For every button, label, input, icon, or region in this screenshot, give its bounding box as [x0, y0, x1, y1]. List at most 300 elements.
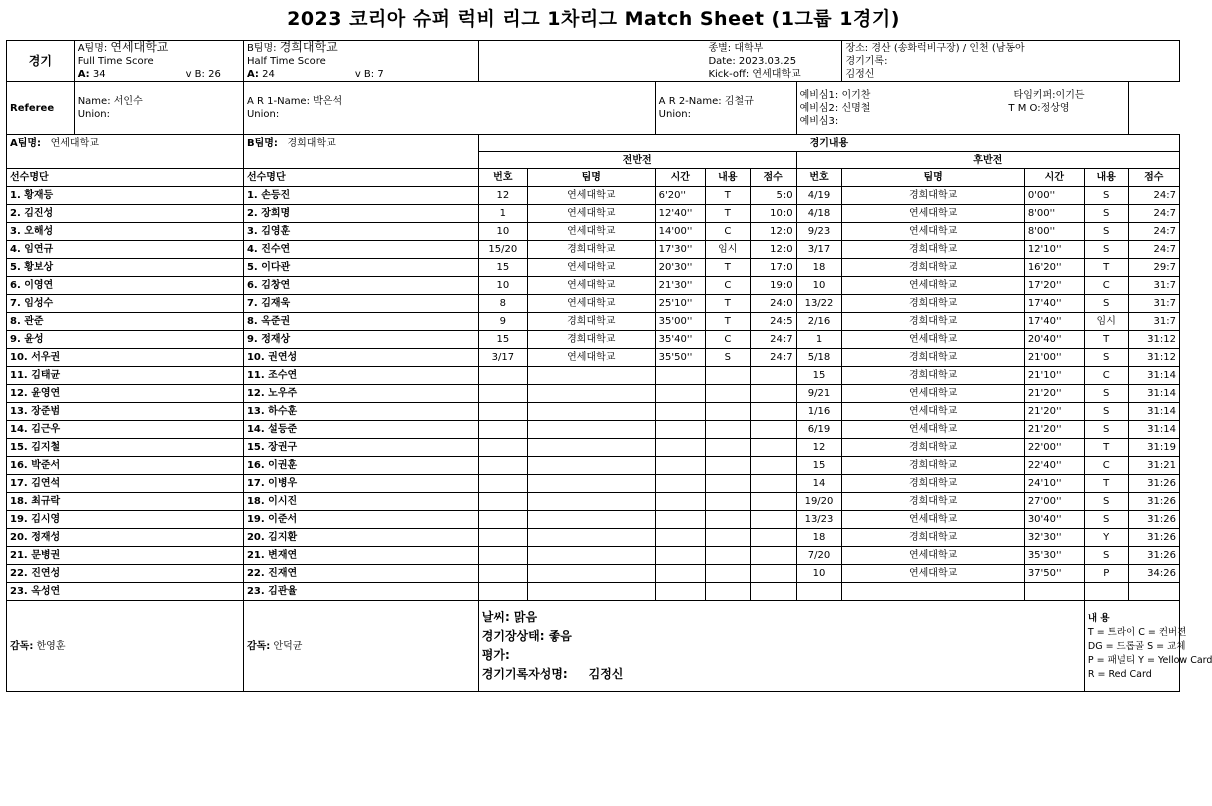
team-b-label: B팀명:: [246, 43, 277, 54]
first-half-team: [527, 493, 655, 511]
coach-b-cell: [243, 601, 478, 692]
second-half-score: 31:14: [1128, 421, 1179, 439]
second-half-score: 31:7: [1128, 295, 1179, 313]
first-half-score: [750, 457, 796, 475]
second-half-team: 경희대학교: [842, 475, 1024, 493]
player-b: 5. 이다관: [243, 259, 478, 277]
col-score-2: 점수: [1128, 169, 1179, 187]
second-half-time: 27'00'': [1024, 493, 1084, 511]
table-row: [7, 583, 1180, 601]
player-a: 5. 황보상: [7, 259, 244, 277]
first-half-content: [705, 385, 750, 403]
half-a-label: A:: [246, 69, 259, 80]
player-b: 10. 권연성: [243, 349, 478, 367]
second-half-content: C: [1084, 367, 1128, 385]
second-half-team: 연세대학교: [842, 331, 1024, 349]
first-half-score: [750, 547, 796, 565]
second-half-score: 31:26: [1128, 529, 1179, 547]
first-half-time: [655, 457, 705, 475]
player-a: 3. 오해성: [7, 223, 244, 241]
first-half-score: [750, 421, 796, 439]
first-half-team: [527, 565, 655, 583]
first-half-content: T: [705, 313, 750, 331]
player-b: 23. 김관율: [243, 583, 478, 601]
second-half-score: 31:14: [1128, 385, 1179, 403]
player-a: 12. 윤영연: [7, 385, 244, 403]
first-half-time: [655, 547, 705, 565]
team-b-name: 경희대학교: [279, 40, 338, 54]
signer-label: 경기기록자성명:: [481, 667, 568, 681]
half-b-label: v B:: [354, 69, 375, 80]
first-half-team: [527, 529, 655, 547]
second-half-team: 연세대학교: [842, 421, 1024, 439]
second-half-no: 10: [796, 565, 842, 583]
second-half-content: Y: [1084, 529, 1128, 547]
game-content-header: 경기내용: [478, 135, 1179, 152]
player-a: 1. 황재등: [7, 187, 244, 205]
second-half-time: 8'00'': [1024, 223, 1084, 241]
second-half-score: 34:26: [1128, 565, 1179, 583]
second-half-content: S: [1084, 295, 1128, 313]
second-half-content: S: [1084, 493, 1128, 511]
full-b-label: v B:: [185, 69, 205, 80]
first-half-time: [655, 583, 705, 601]
timekeeper: 타임키퍼:이기든: [1013, 89, 1085, 101]
table-row: [7, 475, 1180, 493]
first-half-time: [655, 511, 705, 529]
second-half-no: 2/16: [796, 313, 842, 331]
second-half-time: 17'40'': [1024, 313, 1084, 331]
legend-line-4: R = Red Card: [1087, 669, 1152, 680]
first-half-score: 24:7: [750, 349, 796, 367]
second-half-team: 경희대학교: [842, 295, 1024, 313]
full-time-label: Full Time Score: [74, 55, 243, 68]
first-half-content: S: [705, 349, 750, 367]
second-half-content: S: [1084, 421, 1128, 439]
player-a: 17. 김연석: [7, 475, 244, 493]
second-half-score: 24:7: [1128, 241, 1179, 259]
officials-cell: [796, 82, 1128, 135]
first-half-team: [527, 439, 655, 457]
table-row: [7, 313, 1180, 331]
roster-a-header: 선수명단: [7, 169, 244, 187]
first-half-no: [478, 457, 527, 475]
first-half-time: 17'30'': [655, 241, 705, 259]
player-b: 8. 옥준권: [243, 313, 478, 331]
table-row: [7, 331, 1180, 349]
player-a: 21. 문병권: [7, 547, 244, 565]
first-half-team: 연세대학교: [527, 349, 655, 367]
second-half-score: 31:26: [1128, 475, 1179, 493]
second-half-score: 29:7: [1128, 259, 1179, 277]
team-a-label: A팀명:: [77, 43, 108, 54]
first-half-no: 15: [478, 331, 527, 349]
second-half-team: 경희대학교: [842, 493, 1024, 511]
first-half-content: C: [705, 223, 750, 241]
first-half-time: [655, 493, 705, 511]
table-row: [7, 277, 1180, 295]
first-half-no: [478, 439, 527, 457]
first-half-time: 14'00'': [655, 223, 705, 241]
legend-line-2: DG = 드롭골 S = 교체: [1087, 641, 1186, 652]
venue-label: 장소:: [845, 42, 869, 54]
second-half-score: 31:19: [1128, 439, 1179, 457]
first-half-content: T: [705, 295, 750, 313]
table-row: [7, 511, 1180, 529]
player-a: 10. 서우권: [7, 349, 244, 367]
player-a: 11. 김태균: [7, 367, 244, 385]
record-label: 경기기록:: [842, 55, 1180, 68]
table-row: [7, 565, 1180, 583]
first-half-content: [705, 583, 750, 601]
table-row: [7, 457, 1180, 475]
venue-cell: [842, 41, 1180, 56]
legend-line-3: P = 패널티 Y = Yellow Card: [1087, 655, 1212, 666]
second-half-content: S: [1084, 241, 1128, 259]
second-half-time: 16'20'': [1024, 259, 1084, 277]
second-half-score: 31:26: [1128, 511, 1179, 529]
second-half-content: C: [1084, 457, 1128, 475]
first-half-team: [527, 367, 655, 385]
player-b: 6. 김창연: [243, 277, 478, 295]
second-half-team: [842, 583, 1024, 601]
first-half-no: [478, 385, 527, 403]
player-a: 16. 박준서: [7, 457, 244, 475]
second-half-content: C: [1084, 277, 1128, 295]
player-a: 6. 이영연: [7, 277, 244, 295]
second-half-no: 1: [796, 331, 842, 349]
second-half-score: 24:7: [1128, 205, 1179, 223]
player-a: 18. 최규락: [7, 493, 244, 511]
first-half-team: [527, 511, 655, 529]
first-half-content: [705, 547, 750, 565]
second-half-time: 24'10'': [1024, 475, 1084, 493]
col-score-1: 점수: [750, 169, 796, 187]
conditions-cell: [478, 601, 1084, 692]
player-b: 1. 손등진: [243, 187, 478, 205]
second-half-score: 24:7: [1128, 187, 1179, 205]
ar1-name: A R 1-Name: 박은석: [246, 96, 343, 107]
first-half-no: 9: [478, 313, 527, 331]
second-half-score: 31:21: [1128, 457, 1179, 475]
second-half-no: 13/23: [796, 511, 842, 529]
table-row: [7, 187, 1180, 205]
second-half-no: 4/18: [796, 205, 842, 223]
first-half-content: [705, 565, 750, 583]
table-row: [7, 349, 1180, 367]
second-half-no: 13/22: [796, 295, 842, 313]
second-half-score: 31:26: [1128, 547, 1179, 565]
first-half-no: [478, 565, 527, 583]
first-half-content: [705, 367, 750, 385]
first-half-team: [527, 421, 655, 439]
first-half-team: [527, 547, 655, 565]
full-time-score: [74, 68, 243, 82]
first-half-header: 전반전: [478, 152, 796, 169]
second-half-time: 21'20'': [1024, 421, 1084, 439]
first-half-score: [750, 367, 796, 385]
referee-union: Union:: [77, 109, 110, 120]
second-half-content: 임시: [1084, 313, 1128, 331]
col-content-2: 내용: [1084, 169, 1128, 187]
second-half-content: T: [1084, 331, 1128, 349]
second-half-no: 15: [796, 367, 842, 385]
col-content-1: 내용: [705, 169, 750, 187]
table-row: [7, 223, 1180, 241]
player-a: 19. 김시영: [7, 511, 244, 529]
reserve3: 예비심3:: [799, 115, 839, 127]
second-half-team: 연세대학교: [842, 277, 1024, 295]
first-half-time: [655, 529, 705, 547]
first-half-content: [705, 403, 750, 421]
first-half-no: 3/17: [478, 349, 527, 367]
section-team-b-label: B팀명:: [246, 138, 278, 149]
table-row: [7, 385, 1180, 403]
second-half-no: 9/21: [796, 385, 842, 403]
first-half-content: [705, 457, 750, 475]
second-half-no: 6/19: [796, 421, 842, 439]
player-a: 9. 윤성: [7, 331, 244, 349]
first-half-team: [527, 403, 655, 421]
first-half-team: [527, 583, 655, 601]
first-half-no: 12: [478, 187, 527, 205]
first-half-team: 연세대학교: [527, 259, 655, 277]
coach-b-label: 감독:: [246, 640, 271, 652]
first-half-content: C: [705, 331, 750, 349]
referee-cell: [74, 82, 243, 135]
first-half-score: 24:7: [750, 331, 796, 349]
second-half-time: 17'20'': [1024, 277, 1084, 295]
first-half-no: 10: [478, 223, 527, 241]
first-half-no: [478, 493, 527, 511]
section-team-a-name: 연세대학교: [50, 138, 99, 149]
player-a: 15. 김지철: [7, 439, 244, 457]
table-row: [7, 547, 1180, 565]
first-half-no: [478, 511, 527, 529]
first-half-score: [750, 439, 796, 457]
second-half-time: 35'30'': [1024, 547, 1084, 565]
game-label: 경기: [7, 41, 75, 82]
second-half-time: 22'00'': [1024, 439, 1084, 457]
second-half-time: 32'30'': [1024, 529, 1084, 547]
second-half-time: 12'10'': [1024, 241, 1084, 259]
first-half-score: [750, 583, 796, 601]
player-b: 3. 김영훈: [243, 223, 478, 241]
second-half-no: 14: [796, 475, 842, 493]
first-half-time: 20'30'': [655, 259, 705, 277]
player-b: 17. 이병우: [243, 475, 478, 493]
category-cell: [705, 41, 842, 56]
table-row: [7, 259, 1180, 277]
kickoff: Kick-off: 연세대학교: [705, 68, 842, 82]
first-half-time: 35'50'': [655, 349, 705, 367]
ar1-union: Union:: [246, 109, 280, 120]
col-time-1: 시간: [655, 169, 705, 187]
second-half-score: [1128, 583, 1179, 601]
table-row: [7, 439, 1180, 457]
second-half-time: 21'10'': [1024, 367, 1084, 385]
second-half-team: 연세대학교: [842, 547, 1024, 565]
first-half-no: 8: [478, 295, 527, 313]
team-b-cell: [243, 41, 478, 56]
player-a: 20. 정재성: [7, 529, 244, 547]
evaluation: 평가:: [481, 648, 510, 662]
half-time-label: Half Time Score: [243, 55, 478, 68]
tmo: T M O:정상영: [1008, 102, 1070, 114]
col-team-1: 팀명: [527, 169, 655, 187]
legend-cell: [1084, 601, 1212, 692]
page-title: 2023 코리아 슈퍼 럭비 리그 1차리그 Match Sheet (1그룹 1경기): [287, 8, 900, 30]
table-row: [7, 295, 1180, 313]
first-half-team: 경희대학교: [527, 331, 655, 349]
ar2-union: Union:: [658, 109, 691, 120]
second-half-time: 21'20'': [1024, 385, 1084, 403]
col-team-2: 팀명: [842, 169, 1024, 187]
player-b: 15. 장권구: [243, 439, 478, 457]
legend-title: 내 용: [1087, 613, 1110, 624]
player-a: 7. 임성수: [7, 295, 244, 313]
first-half-no: [478, 421, 527, 439]
first-half-score: [750, 403, 796, 421]
second-half-score: 31:14: [1128, 367, 1179, 385]
second-half-content: S: [1084, 223, 1128, 241]
section-team-b: [243, 135, 478, 169]
table-row: [7, 529, 1180, 547]
second-half-team: 경희대학교: [842, 439, 1024, 457]
second-half-content: T: [1084, 475, 1128, 493]
coach-a-name: 한영훈: [36, 640, 66, 652]
first-half-score: [750, 475, 796, 493]
first-half-team: [527, 385, 655, 403]
second-half-no: 10: [796, 277, 842, 295]
full-a-score: 34: [92, 69, 106, 80]
second-half-team: 연세대학교: [842, 223, 1024, 241]
col-no-1: 번호: [478, 169, 527, 187]
second-half-content: S: [1084, 403, 1128, 421]
second-half-header: 후반전: [796, 152, 1179, 169]
first-half-content: 임시: [705, 241, 750, 259]
second-half-team: 경희대학교: [842, 349, 1024, 367]
ar2-cell: [655, 82, 796, 135]
first-half-time: 6'20'': [655, 187, 705, 205]
second-half-score: 31:7: [1128, 277, 1179, 295]
table-row: [7, 403, 1180, 421]
player-a: 8. 관준: [7, 313, 244, 331]
full-b-score: 26: [208, 69, 221, 80]
full-a-label: A:: [77, 69, 90, 80]
first-half-score: 12:0: [750, 223, 796, 241]
category-value: 대학부: [734, 42, 764, 54]
player-b: 7. 김재욱: [243, 295, 478, 313]
second-half-content: S: [1084, 511, 1128, 529]
weather: 날씨: 맑음: [481, 610, 538, 624]
first-half-time: [655, 439, 705, 457]
second-half-team: 경희대학교: [842, 187, 1024, 205]
referee-label: Referee: [7, 82, 75, 135]
player-b: 4. 진수연: [243, 241, 478, 259]
venue-value: 경산 (송화럭비구장) / 인천 (남동아: [871, 42, 1025, 54]
first-half-score: 10:0: [750, 205, 796, 223]
second-half-time: 22'40'': [1024, 457, 1084, 475]
player-a: 4. 임연규: [7, 241, 244, 259]
second-half-team: 연세대학교: [842, 511, 1024, 529]
first-half-score: 17:0: [750, 259, 796, 277]
roster-b-header: 선수명단: [243, 169, 478, 187]
first-half-content: [705, 475, 750, 493]
second-half-content: T: [1084, 439, 1128, 457]
player-b: 16. 이권훈: [243, 457, 478, 475]
legend-line-1: T = 트라이 C = 컨버젼: [1087, 627, 1187, 638]
col-no-2: 번호: [796, 169, 842, 187]
first-half-score: [750, 565, 796, 583]
first-half-no: 15: [478, 259, 527, 277]
first-half-score: 19:0: [750, 277, 796, 295]
player-b: 22. 진재연: [243, 565, 478, 583]
table-row: [7, 367, 1180, 385]
second-half-team: 연세대학교: [842, 403, 1024, 421]
table-row: [7, 421, 1180, 439]
first-half-content: [705, 529, 750, 547]
first-half-time: 35'40'': [655, 331, 705, 349]
section-team-b-name: 경희대학교: [287, 138, 336, 149]
first-half-time: [655, 565, 705, 583]
player-b: 19. 이준서: [243, 511, 478, 529]
first-half-time: [655, 475, 705, 493]
first-half-content: T: [705, 205, 750, 223]
first-half-team: 연세대학교: [527, 295, 655, 313]
section-team-a-label: A팀명:: [10, 138, 42, 149]
col-time-2: 시간: [1024, 169, 1084, 187]
second-half-no: 7/20: [796, 547, 842, 565]
second-half-content: [1084, 583, 1128, 601]
signer-name: 김정신: [588, 667, 624, 681]
match-sheet-table: [6, 40, 1212, 692]
table-row: [7, 205, 1180, 223]
player-a: 22. 진연성: [7, 565, 244, 583]
second-half-score: 31:14: [1128, 403, 1179, 421]
reserve1: 예비심1: 이기찬: [799, 89, 871, 101]
second-half-score: 31:7: [1128, 313, 1179, 331]
first-half-no: [478, 475, 527, 493]
second-half-no: 3/17: [796, 241, 842, 259]
reserve2: 예비심2: 신명철: [799, 102, 871, 114]
first-half-score: [750, 385, 796, 403]
second-half-time: [1024, 583, 1084, 601]
second-half-no: 4/19: [796, 187, 842, 205]
second-half-team: 연세대학교: [842, 205, 1024, 223]
table-row: [7, 241, 1180, 259]
first-half-content: [705, 439, 750, 457]
second-half-team: 경희대학교: [842, 529, 1024, 547]
category-label: 종별:: [708, 42, 732, 54]
first-half-score: [750, 529, 796, 547]
player-b: 2. 장희명: [243, 205, 478, 223]
second-half-no: 12: [796, 439, 842, 457]
first-half-no: [478, 403, 527, 421]
first-half-time: [655, 421, 705, 439]
player-b: 13. 하수훈: [243, 403, 478, 421]
first-half-score: [750, 511, 796, 529]
section-team-a: [7, 135, 244, 169]
first-half-team: [527, 457, 655, 475]
player-b: 11. 조수연: [243, 367, 478, 385]
team-a-cell: [74, 41, 243, 56]
second-half-time: 21'20'': [1024, 403, 1084, 421]
half-b-score: 7: [377, 69, 384, 80]
player-b: 21. 변재연: [243, 547, 478, 565]
player-a: 14. 김근우: [7, 421, 244, 439]
second-half-content: S: [1084, 205, 1128, 223]
